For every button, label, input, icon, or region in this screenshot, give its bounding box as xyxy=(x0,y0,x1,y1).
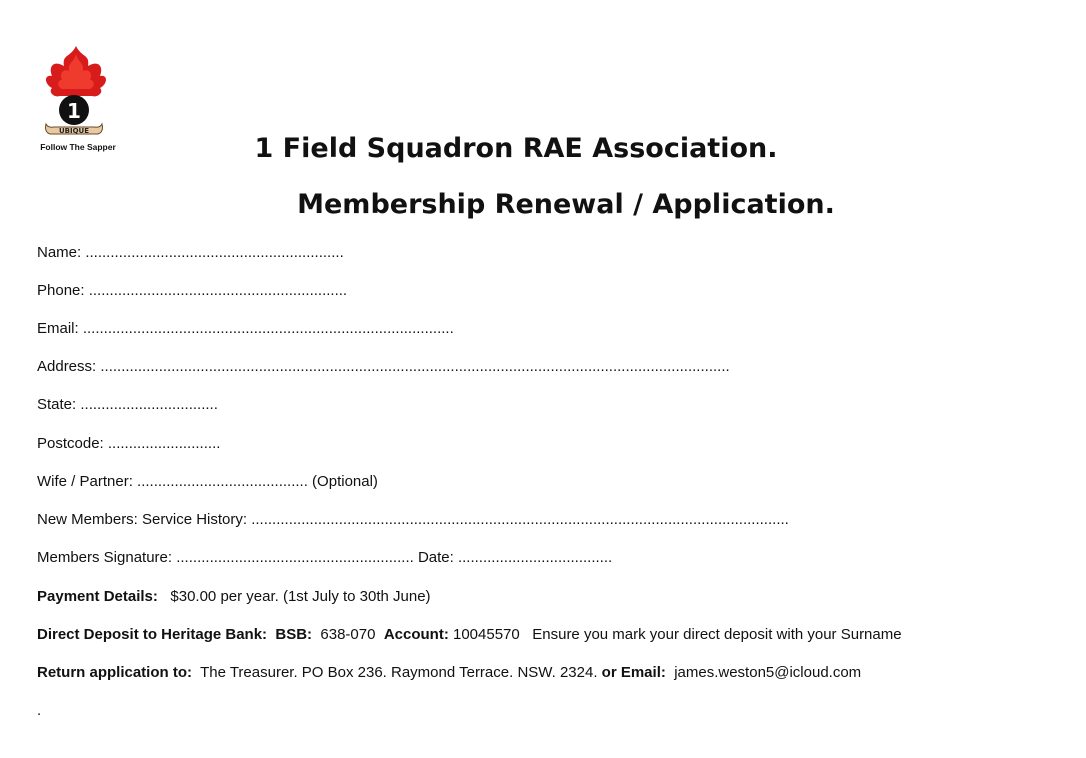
account-value: 10045570 xyxy=(452,626,520,643)
flaming-grenade-icon xyxy=(40,44,112,144)
return-address: The Treasurer. PO Box 236. Raymond Terrace. NSW. 2324. xyxy=(200,664,598,681)
partner-field[interactable]: Wife / Partner: ......................................... (Optional) xyxy=(37,473,378,490)
svg-text:UBIQUE: UBIQUE xyxy=(58,127,90,135)
address-field[interactable]: Address: ....................................................................................................................................................... xyxy=(37,358,730,375)
form-title: Membership Renewal / Application. xyxy=(297,189,835,220)
email-field[interactable]: Email: ......................................................................................... xyxy=(37,320,454,337)
or-email-label: or Email: xyxy=(601,664,666,681)
payment-text: $30.00 per year. (1st July to 30th June) xyxy=(157,588,431,605)
payment-details xyxy=(37,588,431,606)
return-email: james.weston5@icloud.com xyxy=(674,664,862,681)
service-history-field[interactable]: New Members: Service History: ................................................................................................................................. xyxy=(37,511,789,528)
svg-text:1: 1 xyxy=(67,99,81,123)
bsb-value: 638-070 xyxy=(320,626,376,643)
return-label: Return application to: xyxy=(37,664,192,681)
name-field[interactable]: Name: .............................................................. xyxy=(37,244,344,261)
phone-field[interactable]: Phone: .............................................................. xyxy=(37,282,348,299)
return-details xyxy=(37,664,861,682)
association-title: 1 Field Squadron RAE Association. xyxy=(254,133,778,164)
payment-label: Payment Details: xyxy=(37,588,158,605)
trailing-period: . xyxy=(37,702,42,719)
state-field[interactable]: State: ................................. xyxy=(37,396,218,413)
direct-deposit-details xyxy=(37,626,902,644)
logo-caption: Follow The Sapper xyxy=(40,142,116,152)
bsb-label: BSB: xyxy=(275,626,313,643)
signature-date-field[interactable]: Members Signature: ......................................................... Date: ..................................... xyxy=(37,549,613,566)
postcode-field[interactable]: Postcode: ........................... xyxy=(37,435,221,452)
deposit-note: Ensure you mark your direct deposit with your Surname xyxy=(532,626,902,643)
deposit-label: Direct Deposit to Heritage Bank: xyxy=(37,626,268,643)
account-label: Account: xyxy=(383,626,449,643)
